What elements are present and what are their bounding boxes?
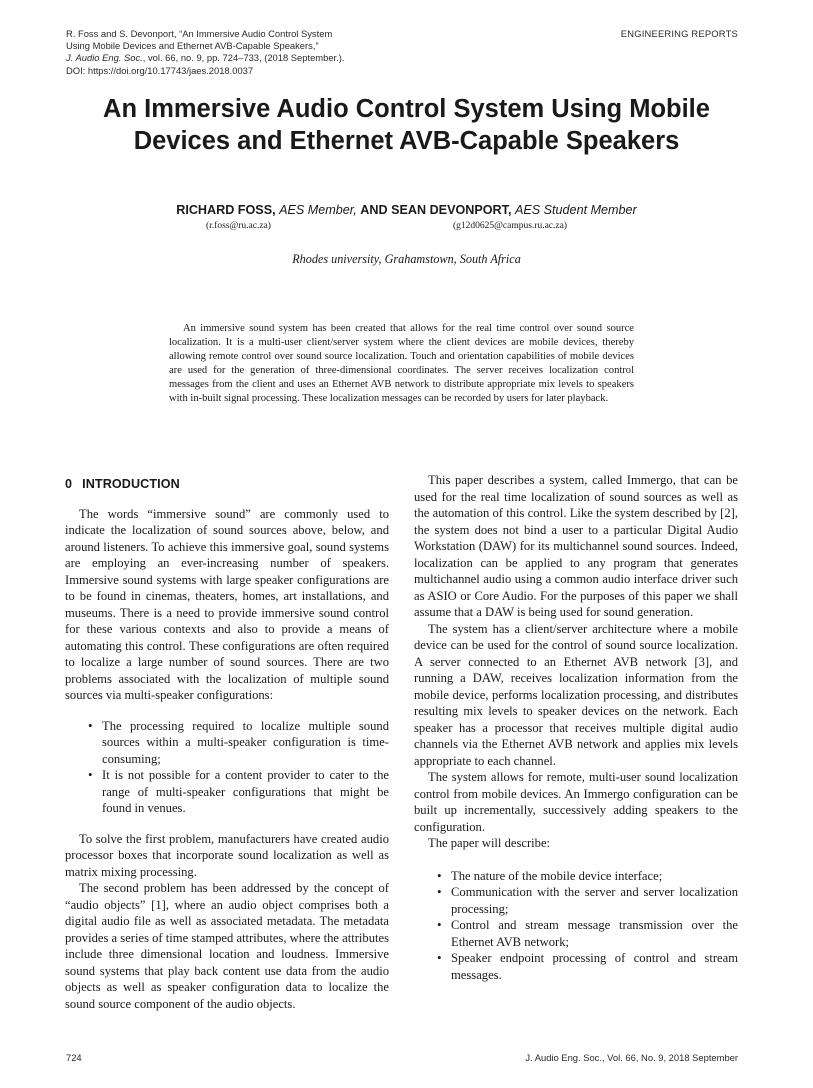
title-line-1: An Immersive Audio Control System Using Mobile <box>103 95 710 123</box>
right-paragraph-3: The system allows for remote, multi-user sound localization control from mobile devices. An Immergo configuration can be built up incrementally, successively adding speakers to the configuration. <box>414 770 738 834</box>
footer-journal: J. Audio Eng. Soc., Vol. 66, No. 9, 2018 September <box>525 1052 738 1063</box>
section-title: INTRODUCTION <box>82 477 180 491</box>
title-line-2: Devices and Ethernet AVB-Capable Speakers <box>133 127 680 155</box>
author1-role: AES Member, <box>279 203 357 217</box>
abstract: An immersive sound system has been created that allows for the real time control over sound source localization. It is a multi-user client/server system where the client devices are mobile devices, thereby allowing remote control over sound source localization. Touch and orientation capabilities of mobile devices are used for the generation of three-dimensional coordinates. The server receives localization control messages from the client and uses an Ethernet AVB network to distribute appropriate mix levels to speakers with in-built signal processing. These localization messages can be recorded by users for later playback. <box>169 323 634 404</box>
page-number: 724 <box>66 1052 82 1063</box>
right-column <box>414 472 738 997</box>
list-item: • Control and stream message transmission over the Ethernet AVB network; <box>451 917 738 950</box>
left-column <box>65 472 389 1012</box>
section-number: 0 <box>65 477 73 491</box>
citation-line-2: Using Mobile Devices and Ethernet AVB-Capable Speakers,” <box>66 40 319 52</box>
author2-role: AES Student Member <box>514 203 637 217</box>
intro-bullet-list <box>65 718 389 817</box>
list-item: • Communication with the server and server localization processing; <box>451 884 738 917</box>
describe-bullet-list <box>414 868 738 984</box>
list-item: • The nature of the mobile device interface; <box>451 868 738 885</box>
citation-block <box>66 28 344 77</box>
right-paragraph-1: This paper describes a system, called Immergo, that can be used for the real time localization of sound sources as well as the automation of this control. Like the system described by [2], the system does not bind a user to a particular Digital Audio Workstation (DAW) for its multichannel sound sources. Indeed, localization can be applied to any program that generates multichannel audio using a common audio interface driver such as ASIO or Core Audio. For the purposes of this paper we shall assume that a DAW is being used for sound generation. <box>414 473 738 619</box>
right-paragraph-4: The paper will describe: <box>428 836 551 850</box>
author-connector: AND SEAN DEVONPORT, <box>360 203 512 217</box>
citation-journal: J. Audio Eng. Soc. <box>66 52 143 64</box>
author-line <box>0 203 813 217</box>
citation-line-1: R. Foss and S. Devonport, “An Immersive Audio Control System <box>66 28 333 39</box>
intro-paragraph-3: The second problem has been addressed by the concept of “audio objects” [1], where an audio object comprises both a digital audio file as well as associated metadata. The metadata provides a series of time stamped attributes, where the attributes include three dimensional location and loudness. Immersive sound systems that play back content use data from the audio objects as well as speaker configuration data to localize the sound source component of the audio objects. <box>65 881 389 1011</box>
affiliation: Rhodes university, Grahamstown, South Africa <box>292 252 521 266</box>
list-item: • The processing required to localize multiple sound sources within a multi-speaker configuration is time-consuming; <box>102 718 389 768</box>
section-label: ENGINEERING REPORTS <box>620 28 738 39</box>
section-heading <box>65 476 389 493</box>
citation-volume: , vol. 66, no. 9, pp. 724–733, (2018 September.). <box>142 52 345 64</box>
list-item: • Speaker endpoint processing of control and stream messages. <box>451 950 738 983</box>
list-item: • It is not possible for a content provider to cater to the range of multi-speaker configurations that might be found in venues. <box>102 767 389 817</box>
right-paragraph-2: The system has a client/server architecture where a mobile device can be used for the control of sound source localization. A server connected to an Ethernet AVB network [3], and running a DAW, receives localization information from the mobile device, performs localization processing, and distributes resulting mix levels to speaker devices on the network. Each speaker has a processor that receives multiple digital audio channels via the Ethernet AVB network and applies mix levels appropriate to each channel. <box>414 621 738 768</box>
author2-email: (g12d0625@campus.ru.ac.za) <box>453 221 567 231</box>
intro-paragraph-2: To solve the first problem, manufacturers have created audio processor boxes that incorporate sound localization as well as matrix mixing processing. <box>65 831 389 879</box>
paper-title <box>40 93 773 157</box>
doi-line: DOI: https://doi.org/10.17743/jaes.2018.0037 <box>66 64 254 76</box>
author1-email: (r.foss@ru.ac.za) <box>206 221 271 231</box>
citation-line-3 <box>66 52 344 64</box>
intro-paragraph-1: The words “immersive sound” are commonly used to indicate the localization of sound sources above, below, and around listeners. To achieve this immersive goal, sound systems are employing an ever-increasing number of speakers. Immersive sound systems with large speaker configurations are to be found in cinemas, theaters, homes, art installations, and museums. There is a need to provide immersive sound control for these various contexts and also to provide a means of automating this control. These configurations are often required to localize a large number of sound sources. There are two problems associated with the localization of multiple sound sources via multi-speaker configurations: <box>65 506 389 702</box>
author1-name: RICHARD FOSS, <box>176 203 276 217</box>
